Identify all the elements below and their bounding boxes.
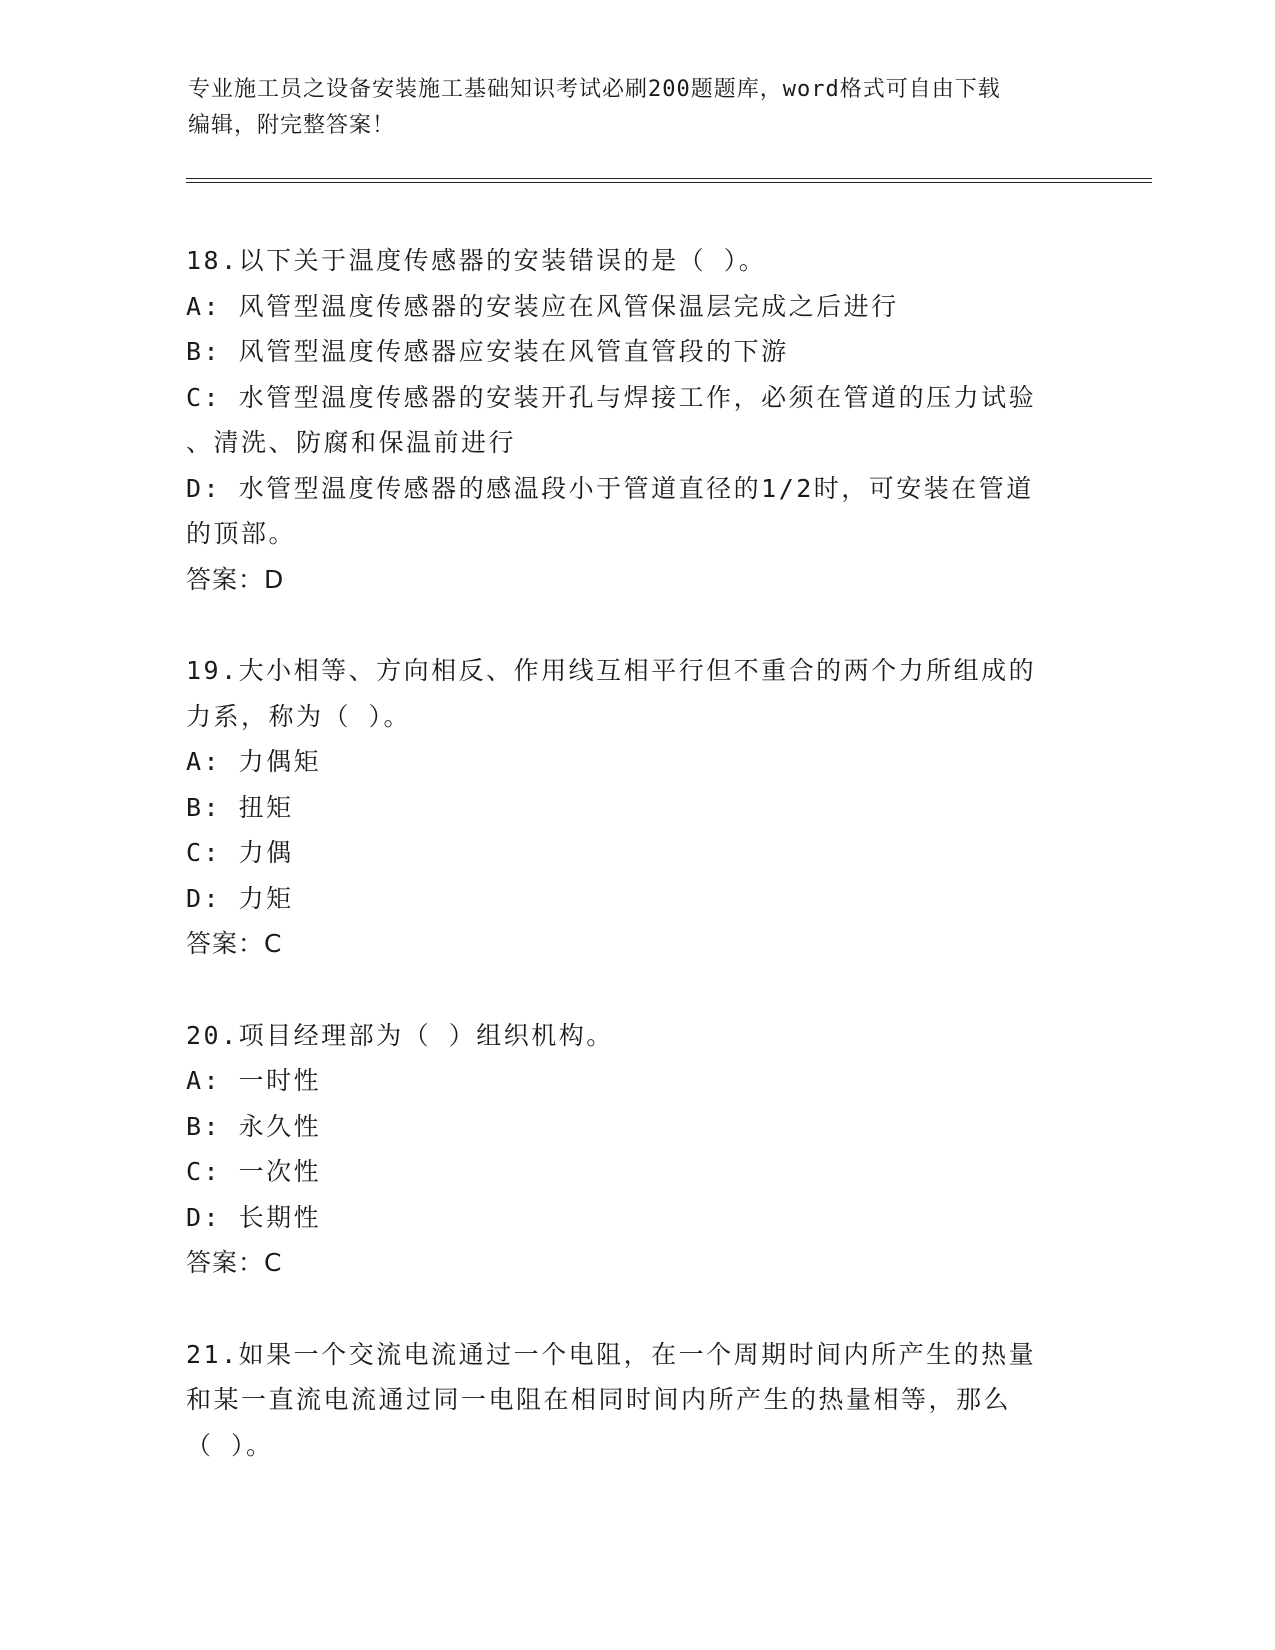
question-stem-continued: 和某一直流电流通过同一电阻在相同时间内所产生的热量相等，那么: [186, 1385, 1012, 1414]
option-a: A: 风管型温度传感器的安装应在风管保温层完成之后进行: [186, 291, 899, 321]
question-stem: 18.以下关于温度传感器的安装错误的是（ ）。: [186, 246, 767, 275]
question-19: [186, 648, 1086, 967]
answer-label: 答案：C: [186, 929, 283, 958]
option-b: B: 永久性: [186, 1111, 322, 1141]
option-b: B: 扭矩: [186, 792, 294, 822]
question-stem-continued: 力系，称为（ ）。: [186, 701, 412, 731]
option-c: C: 水管型温度传感器的安装开孔与焊接工作，必须在管道的压力试验 、清洗、防腐和保温前进行: [186, 382, 1037, 457]
option-a: A: 力偶矩: [186, 747, 322, 776]
header-divider: [186, 178, 1152, 183]
option-d: D: 力矩: [186, 883, 294, 913]
question-21: [186, 1332, 1086, 1469]
question-stem-continued: （ ）。: [186, 1430, 274, 1460]
question-list: [186, 238, 1086, 1514]
answer-label: 答案：C: [186, 1248, 283, 1277]
option-c: C: 一次性: [186, 1157, 322, 1186]
option-d: D: 水管型温度传感器的感温段小于管道直径的1/2时，可安装在管道 的顶部。: [186, 473, 1034, 548]
question-20: [186, 1013, 1086, 1286]
option-a: A: 一时性: [186, 1066, 322, 1095]
question-stem: 21.如果一个交流电流通过一个电阻，在一个周期时间内所产生的热量: [186, 1339, 1037, 1369]
document-header: [188, 72, 1068, 144]
question-18: [186, 238, 1086, 602]
header-title-line-1: 专业施工员之设备安装施工基础知识考试必刷200题题库，word格式可自由下载: [188, 77, 1001, 102]
option-d: D: 长期性: [186, 1202, 322, 1232]
answer-label: 答案：D: [186, 564, 285, 594]
option-c: C: 力偶: [186, 838, 294, 867]
question-stem: 19.大小相等、方向相反、作用线互相平行但不重合的两个力所组成的: [186, 656, 1037, 685]
header-title-line-2: 编辑，附完整答案！: [188, 113, 396, 138]
option-b: B: 风管型温度传感器应安装在风管直管段的下游: [186, 337, 789, 366]
question-stem: 20.项目经理部为（ ）组织机构。: [186, 1020, 614, 1050]
